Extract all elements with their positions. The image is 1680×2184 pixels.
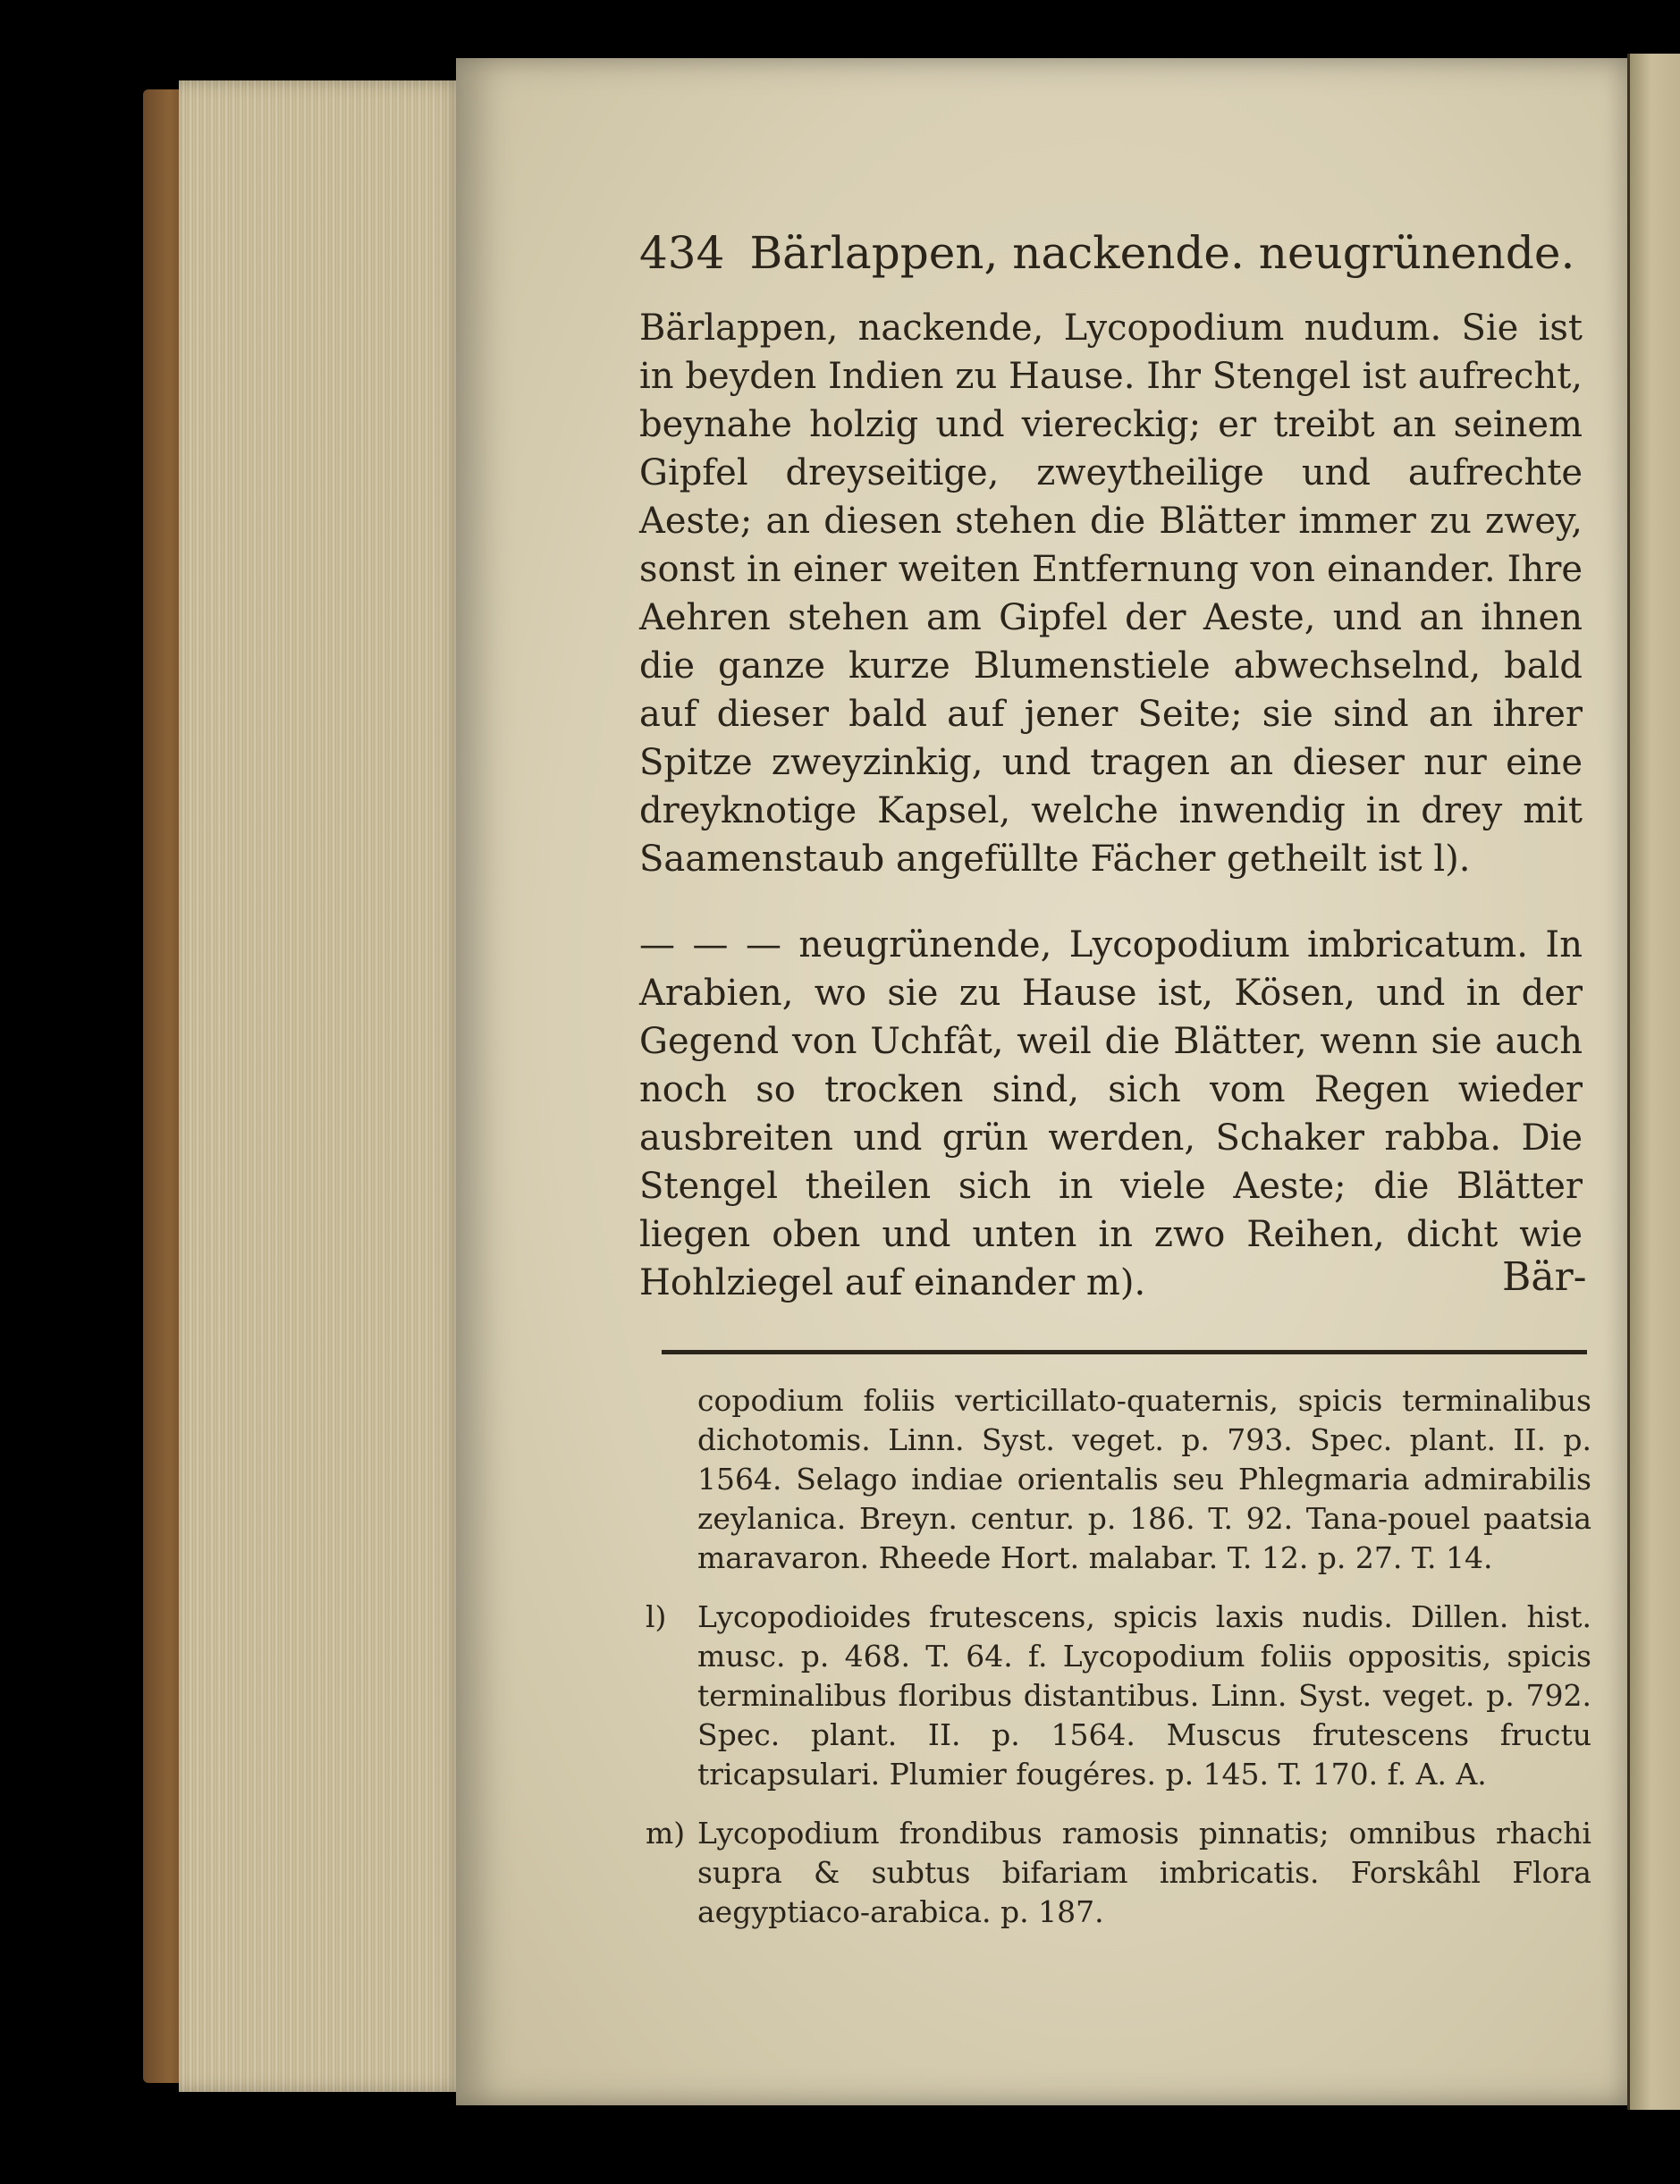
footnote-m [646, 1814, 1591, 1932]
main-text [639, 304, 1583, 1307]
catchword: Bär- [1502, 1254, 1587, 1300]
footnote-l-text: Lycopodioides frutescens, spicis laxis nudis. Dillen. hist. musc. p. 468. T. 64. f. Lycopodium foliis oppositis, spicis terminalibus floribus distantibus. Linn. Syst. veget. p. 792. Spec. plant. II. p. 1564. Muscus frutescens fructu tricapsulari. Plumier fougéres. p. 145. T. 170. f. A. A. [697, 1599, 1591, 1792]
page-number: 434 [639, 227, 725, 279]
footnotes [646, 1381, 1591, 1952]
footnote-continued: copodium foliis verticillato-quaternis, spicis terminalibus dichotomis. Linn. Syst. veget. p. 793. Spec. plant. II. p. 1564. Selago indiae orientalis seu Phlegmaria admirabilis zeylanica. Breyn. centur. p. 186. T. 92. Tana-pouel paatsia maravaron. Rheede Hort. malabar. T. 12. p. 27. T. 14. [697, 1383, 1591, 1575]
page-edges [179, 80, 465, 2092]
footnote-rule [662, 1350, 1587, 1354]
running-header [639, 222, 1575, 284]
facing-page-edge [1627, 54, 1680, 2110]
footnote-l-label: l) [646, 1599, 667, 1634]
header-title: Bärlappen, nackende. neugrünende. [749, 227, 1575, 279]
footnote-m-text: Lycopodium frondibus ramosis pinnatis; omnibus rhachi supra & subtus bifariam imbricatis. Forskâhl Flora aegyptiaco-arabica. p. 187. [697, 1816, 1591, 1929]
footnote-m-label: m) [646, 1816, 686, 1851]
paragraph-nackende: Bärlappen, nackende, Lycopodium nudum. Sie ist in beyden Indien zu Hause. Ihr Stengel ist aufrecht, beynahe holzig und viereckig; er treibt an seinem Gipfel dreyseitige, zweytheilige und aufrechte Aeste; an diesen stehen die Blätter immer zu zwey, sonst in einer weiten Entfernung von einander. Ihre Aehren stehen am Gipfel der Aeste, und an ihnen die ganze kurze Blumenstiele abwechselnd, bald auf dieser bald auf jener Seite; sie sind an ihrer Spitze zweyzinkig, und tragen an dieser nur eine dreyknotige Kapsel, welche inwendig in drey mit Saamenstaub angefüllte Fächer getheilt ist l). [639, 308, 1583, 880]
paragraph-neugruenende: — — — neugrünende, Lycopodium imbricatum. In Arabien, wo sie zu Hause ist, Kösen, und in der Gegend von Uchfât, weil die Blätter, wenn sie auch noch so trocken sind, sich vom Regen wieder ausbreiten und grün werden, Schaker rabba. Die Stengel theilen sich in viele Aeste; die Blätter liegen oben und unten in zwo Reihen, dicht wie Hohlziegel auf einander m). [639, 924, 1583, 1303]
footnote-l [646, 1598, 1591, 1794]
